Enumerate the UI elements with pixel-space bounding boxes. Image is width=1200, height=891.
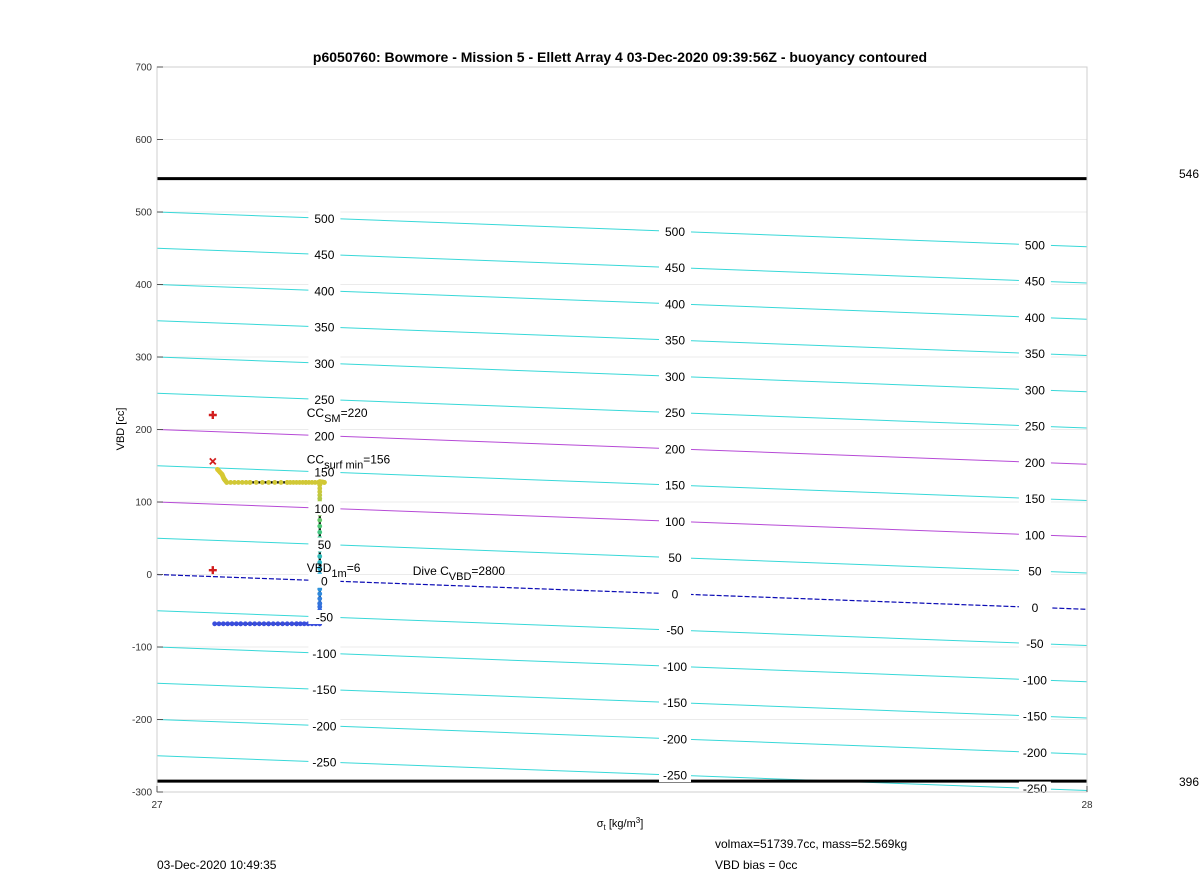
contour-label: -100 (662, 659, 688, 674)
dive-profile-point (285, 621, 290, 626)
dive-profile-point (280, 621, 285, 626)
dive-profile-point (317, 524, 322, 529)
footer-timestamp: 03-Dec-2020 10:49:35 (157, 858, 277, 872)
contour-label: 400 (664, 297, 686, 312)
dive-profile-point (212, 621, 217, 626)
contour-label: 350 (1024, 347, 1045, 362)
x-tick-label: 27 (151, 800, 163, 811)
contour-label: -250 (1022, 782, 1047, 797)
annotation-label: CCsurf min=156 (306, 452, 391, 472)
y-tick-label: -200 (131, 715, 152, 726)
dive-profile-point (230, 621, 235, 626)
y-tick-label: -100 (131, 642, 152, 654)
dive-profile-point (262, 621, 267, 626)
contour-label: 50 (668, 551, 682, 566)
contour-label: -50 (666, 623, 684, 638)
dive-profile-point (289, 621, 294, 626)
contour-label: 100 (314, 501, 335, 516)
contour-label: 150 (664, 478, 686, 493)
contour-label: 250 (664, 406, 686, 421)
contour-label: 250 (1024, 419, 1045, 434)
y-axis-label: VBD [cc] (115, 407, 127, 451)
annotation-label: CCSM=220 (306, 406, 368, 425)
contour-label: 400 (1024, 310, 1045, 325)
dive-profile-point (266, 480, 271, 485)
dive-profile-point (294, 621, 299, 626)
dive-profile-point (252, 621, 257, 626)
footer-volmax: volmax=51739.7cc, mass=52.569kg (715, 837, 908, 851)
y-tick-label: 700 (135, 62, 152, 74)
dive-profile-point (248, 621, 253, 626)
contour-label: 50 (317, 538, 332, 553)
dive-profile-point (260, 480, 265, 485)
annotation-label: Dive CVBD=2800 (412, 564, 506, 584)
limit-label-bottom: 396 (1179, 775, 1200, 789)
dive-profile-point (266, 621, 271, 626)
dive-profile-point (317, 591, 322, 596)
dive-profile-point (279, 480, 284, 485)
contour-label: 200 (664, 442, 686, 457)
dive-profile-point (272, 480, 277, 485)
y-tick-label: 200 (135, 425, 152, 436)
contour-label: 150 (1024, 492, 1045, 507)
contour-label: -200 (662, 732, 688, 747)
x-axis-label: $\sigma_t$ $[kg/m^3]$ (596, 816, 644, 832)
dive-profile-point (271, 621, 276, 626)
y-tick-label: 600 (135, 135, 152, 146)
contour-label: 300 (1024, 383, 1045, 398)
contour-label: -250 (312, 755, 337, 770)
contour-label: 350 (664, 333, 686, 348)
contour-label: -100 (1022, 673, 1047, 688)
contour-label: 450 (664, 261, 686, 276)
dive-profile-point (257, 621, 262, 626)
dive-profile-point (221, 621, 226, 626)
contour-label: -50 (315, 610, 334, 625)
dive-profile-point (238, 621, 243, 626)
contour-label: -50 (1026, 637, 1044, 652)
dive-profile-point (317, 596, 322, 601)
dive-profile-point (243, 621, 248, 626)
contour-label: 150 (314, 465, 335, 480)
contour-label: 200 (314, 429, 335, 444)
limit-label-top: 546 (1179, 167, 1200, 181)
contour-label: -200 (1022, 745, 1047, 760)
contour-label: -150 (312, 683, 337, 698)
contour-label: 450 (1024, 274, 1045, 289)
contour-label: -150 (1022, 709, 1047, 724)
chart-title: p6050760: Bowmore - Mission 5 - Ellett Array 4 03-Dec-2020 09:39:56Z - buoyancy contoured (312, 49, 928, 65)
contour-label: 250 (314, 393, 335, 408)
contour-label: 200 (1024, 455, 1045, 470)
y-tick-label: 300 (135, 352, 152, 364)
footer-vbd-bias: VBD bias = 0cc (715, 858, 798, 872)
contour-label: 100 (664, 514, 686, 529)
contour-label: 0 (1031, 600, 1039, 615)
contour-label: 500 (664, 224, 686, 239)
dive-profile-point (234, 621, 239, 626)
y-tick-label: 100 (135, 497, 152, 509)
contour-label: 50 (1028, 564, 1042, 579)
contour-label: -150 (662, 696, 688, 711)
dive-profile-point (317, 518, 322, 523)
dive-profile-point (248, 480, 253, 485)
contour-label: 500 (1024, 238, 1045, 253)
y-tick-label: 0 (146, 570, 152, 581)
dive-profile-point (276, 621, 281, 626)
dive-profile-point (254, 480, 259, 485)
contour-label: 0 (321, 574, 328, 589)
dive-profile-point (225, 621, 230, 626)
contour-label: 0 (671, 587, 679, 602)
contour-label: 300 (314, 356, 335, 371)
contour-label: -200 (312, 719, 337, 734)
contour-label: 100 (1024, 528, 1045, 543)
contour-label: 450 (314, 248, 335, 263)
contour-label: 500 (314, 211, 335, 226)
dive-profile-point (217, 621, 222, 626)
annotation-label: VBD1m=6 (306, 561, 361, 581)
contour-label: 350 (314, 320, 335, 335)
y-tick-label: -300 (131, 787, 152, 799)
dive-profile-point (317, 554, 322, 559)
y-tick-label: 400 (135, 280, 152, 291)
contour-label: -100 (312, 646, 337, 661)
contour-label: 300 (664, 369, 686, 384)
x-tick-label: 28 (1081, 800, 1093, 811)
dive-profile-point (317, 530, 322, 535)
contour-label: -250 (662, 768, 688, 783)
y-tick-label: 500 (135, 207, 152, 219)
contour-label: 400 (314, 284, 335, 299)
